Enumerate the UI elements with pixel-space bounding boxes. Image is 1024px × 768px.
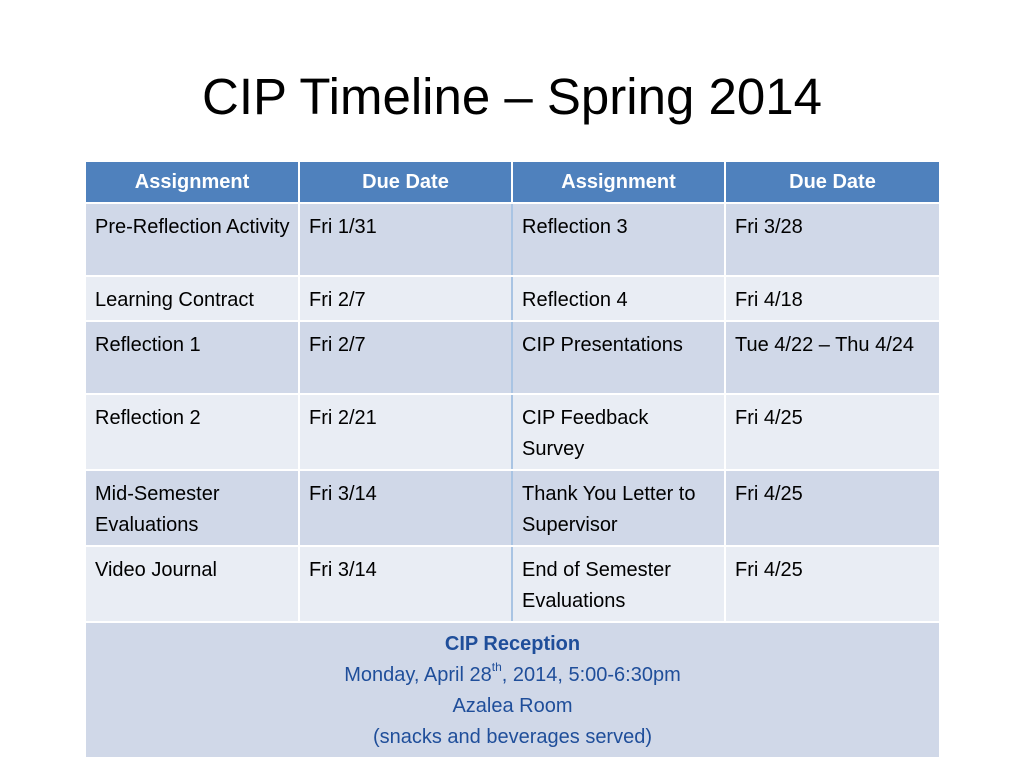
header-due-date-left: Due Date xyxy=(299,162,512,203)
header-due-date-right: Due Date xyxy=(725,162,939,203)
due-date-right-cell: Fri 4/18 xyxy=(725,276,939,321)
due-date-left-cell: Fri 3/14 xyxy=(299,546,512,622)
header-assignment-left: Assignment xyxy=(86,162,299,203)
assignment-left-cell: Mid-Semester Evaluations xyxy=(86,470,299,546)
due-date-left-cell: Fri 2/21 xyxy=(299,394,512,470)
reception-date-suffix: , 2014, 5:00-6:30pm xyxy=(501,664,681,686)
timeline-table xyxy=(86,162,939,757)
reception-date xyxy=(86,660,939,691)
assignment-left-cell: Reflection 2 xyxy=(86,394,299,470)
reception-date-prefix: Monday, April 28 xyxy=(344,664,492,686)
table-row xyxy=(86,394,939,470)
header-assignment-right: Assignment xyxy=(512,162,725,203)
assignment-left-cell: Reflection 1 xyxy=(86,321,299,394)
reception-title: CIP Reception xyxy=(444,633,581,655)
reception-row xyxy=(86,622,939,757)
assignment-right-cell: CIP Presentations xyxy=(512,321,725,394)
due-date-right-cell: Fri 4/25 xyxy=(725,470,939,546)
slide-title: CIP Timeline – Spring 2014 xyxy=(202,68,822,125)
assignment-right-cell: Reflection 3 xyxy=(512,203,725,276)
reception-note: (snacks and beverages served) xyxy=(372,726,653,748)
due-date-left-cell: Fri 2/7 xyxy=(299,321,512,394)
table-row xyxy=(86,546,939,622)
assignment-right-cell: Reflection 4 xyxy=(512,276,725,321)
due-date-left-cell: Fri 1/31 xyxy=(299,203,512,276)
due-date-right-cell: Fri 4/25 xyxy=(725,394,939,470)
assignment-left-cell: Pre-Reflection Activity xyxy=(86,203,299,276)
assignment-right-cell: End of Semester Evaluations xyxy=(512,546,725,622)
due-date-right-cell: Fri 3/28 xyxy=(725,203,939,276)
table-header-row xyxy=(86,162,939,203)
table-row xyxy=(86,203,939,276)
table-row xyxy=(86,276,939,321)
assignment-right-cell: CIP Feedback Survey xyxy=(512,394,725,470)
reception-cell xyxy=(86,622,939,757)
assignment-right-cell: Thank You Letter to Supervisor xyxy=(512,470,725,546)
reception-location: Azalea Room xyxy=(452,695,573,717)
due-date-right-cell: Fri 4/25 xyxy=(725,546,939,622)
assignment-left-cell: Video Journal xyxy=(86,546,299,622)
due-date-left-cell: Fri 2/7 xyxy=(299,276,512,321)
reception-date-superscript: th xyxy=(491,660,502,675)
assignment-left-cell: Learning Contract xyxy=(86,276,299,321)
due-date-right-cell: Tue 4/22 – Thu 4/24 xyxy=(725,321,939,394)
due-date-left-cell: Fri 3/14 xyxy=(299,470,512,546)
table-row xyxy=(86,470,939,546)
table-row xyxy=(86,321,939,394)
